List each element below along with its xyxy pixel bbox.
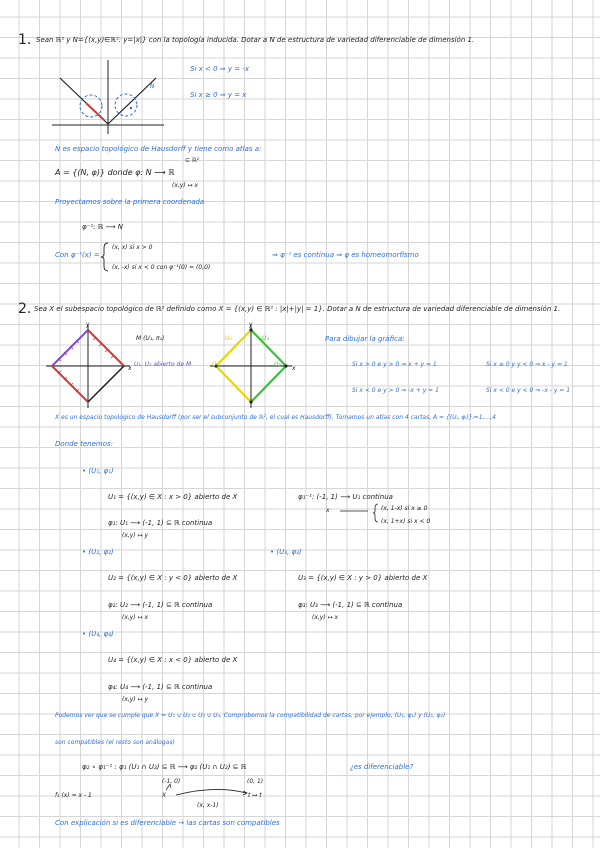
graph-case-4: Si x < 0 e y < 0 ⇒ -x - y = 1: [486, 387, 571, 394]
chart1-inverse-case-1: (x, 1-x) si x ≥ 0: [381, 505, 428, 512]
inv-case-2: (x, -x) si x < 0 con φ⁻¹(0) = (0,0): [112, 264, 211, 271]
homeomorphism-conclusion: ⇒ φ⁻¹ es continua ⇒ φ es homeomorfismo: [272, 251, 419, 259]
with-label: Con φ⁻¹(x) =: [55, 251, 100, 259]
transition-result: t ↦ t: [248, 792, 262, 799]
chart1-inverse: φ₁⁻¹: (-1, 1) ⟶ U₁ continua: [298, 493, 393, 501]
inv-case-1: (x, x) si x > 0: [112, 244, 153, 251]
problem1-number: 1.: [18, 32, 32, 48]
transition-domain: (-1, 0): [162, 778, 181, 785]
case-neg: Si x < 0 ⇒ y = -x: [190, 65, 249, 73]
chart2-U: U₂ = {(x,y) ∈ X : y < 0} abierto de X: [108, 574, 238, 582]
figure1-label-N: N: [150, 83, 155, 90]
chart3-map2: (x,y) ↦ x: [312, 614, 339, 621]
case-pos: Si x ≥ 0 ⇒ y = x: [190, 91, 247, 99]
chart3-U: U₃ = {(x,y) ∈ X : y > 0} abierto de X: [298, 574, 428, 582]
chart4-head: • (U₄, φ₄): [82, 630, 114, 638]
chart1-map: φ₁: U₁ ⟶ (-1, 1) ⊆ ℝ continua: [108, 519, 213, 527]
chart1-head: • (U₁, φ₁): [82, 467, 114, 475]
problem2-statement: Sea X el subespacio topológico de ℝ² definido como X = {(x,y) ∈ ℝ² : |x|+|y| = 1}. Dotar a N de estructura de variedad diferenciable de dimensión 1.: [34, 305, 561, 313]
final-conclusion: Con explicación si es diferenciable → las cartas son compatibles: [55, 819, 280, 827]
chart1-inverse-x: x: [326, 507, 330, 514]
atlas-def: A = {(N, φ)} donde φ: N ⟶ ℝ: [55, 168, 175, 177]
problem2-number: 2.: [18, 301, 32, 317]
chart2-head: • (U₂, φ₂): [82, 548, 114, 556]
chart3-map: φ₃: U₃ ⟶ (-1, 1) ⊆ ℝ continua: [298, 601, 403, 609]
chart2-map2: (x,y) ↦ x: [122, 614, 149, 621]
inverse-def: φ⁻¹: ℝ ⟶ N: [82, 223, 123, 231]
compat-line-2: son compatibles (el resto son análogas): [55, 739, 175, 746]
fig1-axis-x: x: [128, 365, 132, 372]
fig2-axis-y: y: [249, 321, 253, 328]
projection-text: Proyectamos sobre la primera coordenada: [55, 198, 205, 206]
where-label: Donde tenemos:: [55, 440, 113, 448]
problem1-statement: Sean ℝ² y N={(x,y)∈ℝ²: y=|x|} con la topología inducida. Dotar a N de estructura de variedad diferenciable de dimensión 1.: [36, 36, 475, 44]
transition-x: X: [162, 792, 167, 799]
fig2-label-U1: U₁: [212, 361, 219, 368]
chart1-map2: (x,y) ↦ y: [122, 532, 149, 539]
chart4-map: φ₄: U₄ ⟶ (-1, 1) ⊆ ℝ continua: [108, 683, 213, 691]
chart4-map2: (x,y) ↦ y: [122, 696, 149, 703]
chart1-U: U₁ = {(x,y) ∈ X : x > 0} abierto de X: [108, 493, 238, 501]
subset-label: ⊆ ℝ²: [185, 157, 200, 164]
chart4-U: U₄ = {(x,y) ∈ X : x < 0} abierto de X: [108, 656, 238, 664]
graph-case-1: Si x > 0 e y > 0 ⇒ x + y = 1: [352, 361, 437, 368]
hausdorff-line: X es un espacio topológico de Hausdorff (por ser el subconjunto de ℝ², el cual es Hausdorff). Tomamos un atlas con 4 cartas, A = {(Uᵢ, φᵢ)}ᵢ=1,...,4: [55, 414, 496, 421]
chart3-head: • (U₃, φ₃): [270, 548, 302, 556]
chart2-map: φ₂: U₂ ⟶ (-1, 1) ⊆ ℝ continua: [108, 601, 213, 609]
fig1-axis-y: y: [86, 321, 90, 328]
fig1-label: M (U₁, π₁): [136, 335, 165, 342]
graph-case-2: Si x ≥ 0 y y < 0 ⇒ x - y = 1: [486, 361, 568, 368]
atlas-map: (x,y) ↦ x: [172, 182, 199, 189]
fig2-label-U2: U₂: [225, 335, 232, 342]
transition-f: f₁ (x) = x - 1: [55, 792, 92, 799]
fig2-label-U4: U₄: [262, 335, 269, 342]
hausdorff-text: N es espacio topológico de Hausdorff y tiene como atlas a:: [55, 145, 262, 153]
transition-arrow-label: (x, x-1): [197, 802, 219, 809]
fig2-axis-x: x: [292, 365, 296, 372]
fig1-open-sets: U₁, U₂ abierto de M: [134, 361, 192, 368]
transition-map: φ₂ ∘ φ₁⁻¹ : φ₁ (U₁ ∩ U₂) ⊆ ℝ ⟶ φ₂ (U₁ ∩ U₂) ⊆ ℝ: [82, 763, 247, 771]
compat-line-1: Podemos ver que se cumple que X = U₁ ∪ U₂ ∪ U₃ ∪ U₄. Comprobemos la compatibilidad de cartas, por ejemplo, (U₁, φ₁) y (U₂, φ₂): [55, 712, 446, 719]
is-differentiable: ¿es diferenciable?: [350, 763, 414, 771]
fig2-label-U3: U₃: [274, 361, 281, 368]
transition-codomain: (0, 1): [247, 778, 264, 785]
graph-case-3: Si x < 0 e y > 0 ⇒ -x + y = 1: [352, 387, 439, 394]
graph-title: Para dibujar la gráfica:: [325, 335, 405, 343]
chart1-inverse-case-2: (x, 1+x) si x < 0: [381, 518, 431, 525]
